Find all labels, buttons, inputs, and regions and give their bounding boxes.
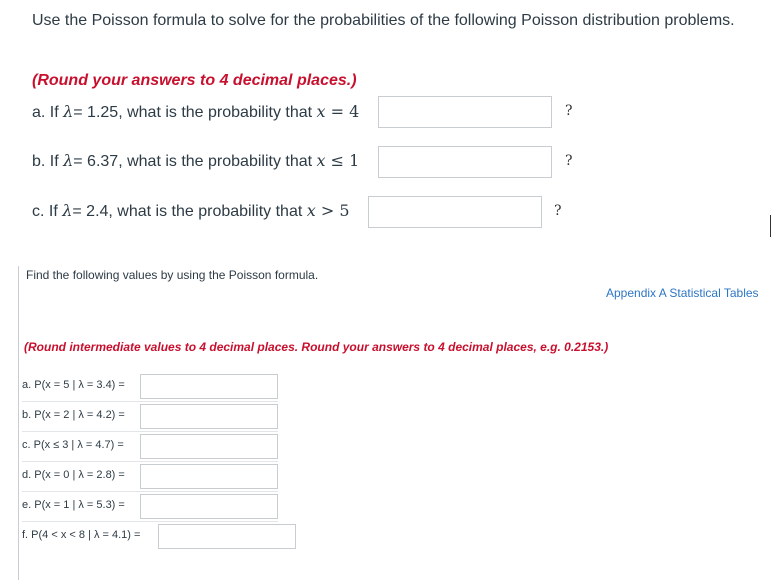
value-label-f: f. P(4 < x < 8 | λ = 4.1) =	[22, 529, 141, 541]
value-input-c[interactable]	[140, 434, 278, 459]
question-a	[32, 102, 359, 122]
x-variable: x	[316, 151, 326, 170]
find-values-text: Find the following values by using the Poisson formula.	[26, 268, 319, 282]
k-value: 5	[339, 201, 350, 220]
value-label-a: a. P(x = 5 | λ = 3.4) =	[22, 379, 125, 391]
value-input-a[interactable]	[140, 374, 278, 399]
value-label-d: d. P(x = 0 | λ = 2.8) =	[22, 469, 125, 481]
question-c-text: = 2.4, what is the probability that	[72, 203, 307, 220]
question-a-prefix: a. If	[32, 104, 64, 121]
row-divider	[22, 461, 278, 462]
row-divider	[22, 491, 278, 492]
k-value: 1	[349, 151, 360, 170]
instructions-text: Use the Poisson formula to solve for the probabilities of the following Poisson distribution problems.	[32, 12, 735, 29]
value-label-c: c. P(x ≤ 3 | λ = 4.7) =	[22, 439, 124, 451]
section-border	[18, 266, 19, 580]
value-input-b[interactable]	[140, 404, 278, 429]
question-c	[32, 201, 350, 221]
value-label-b: b. P(x = 2 | λ = 4.2) =	[22, 409, 125, 421]
row-divider	[22, 521, 278, 522]
lambda-symbol: λ	[63, 102, 74, 121]
rounding-note-2: (Round intermediate values to 4 decimal places. Round your answers to 4 decimal places, e.g. 0.2153.)	[24, 340, 609, 354]
question-a-text: = 1.25, what is the probability that	[73, 104, 317, 121]
appendix-link[interactable]: Appendix A Statistical Tables	[606, 286, 759, 300]
value-label-e: e. P(x = 1 | λ = 5.3) =	[22, 499, 125, 511]
question-c-prefix: c. If	[32, 203, 63, 220]
rounding-note: (Round your answers to 4 decimal places.)	[32, 72, 357, 89]
question-b-prefix: b. If	[32, 153, 64, 170]
answer-b-input[interactable]	[378, 146, 552, 178]
value-input-e[interactable]	[140, 494, 278, 519]
x-variable: x	[316, 102, 326, 121]
answer-c-input[interactable]	[368, 196, 542, 228]
operator: =	[325, 102, 350, 121]
text-cursor	[770, 215, 771, 237]
lambda-symbol: λ	[62, 201, 73, 220]
question-b	[32, 151, 359, 171]
x-variable: x	[306, 201, 316, 220]
row-divider	[22, 401, 278, 402]
operator: ≤	[325, 151, 350, 170]
question-b-text: = 6.37, what is the probability that	[73, 153, 317, 170]
k-value: 4	[349, 102, 360, 121]
help-question-mark-c[interactable]: ?	[554, 203, 562, 219]
help-question-mark-a[interactable]: ?	[565, 103, 573, 119]
help-question-mark-b[interactable]: ?	[565, 153, 573, 169]
value-input-f[interactable]	[158, 524, 296, 549]
value-input-d[interactable]	[140, 464, 278, 489]
operator: >	[315, 201, 340, 220]
answer-a-input[interactable]	[378, 96, 552, 128]
lambda-symbol: λ	[63, 151, 74, 170]
row-divider	[22, 431, 278, 432]
